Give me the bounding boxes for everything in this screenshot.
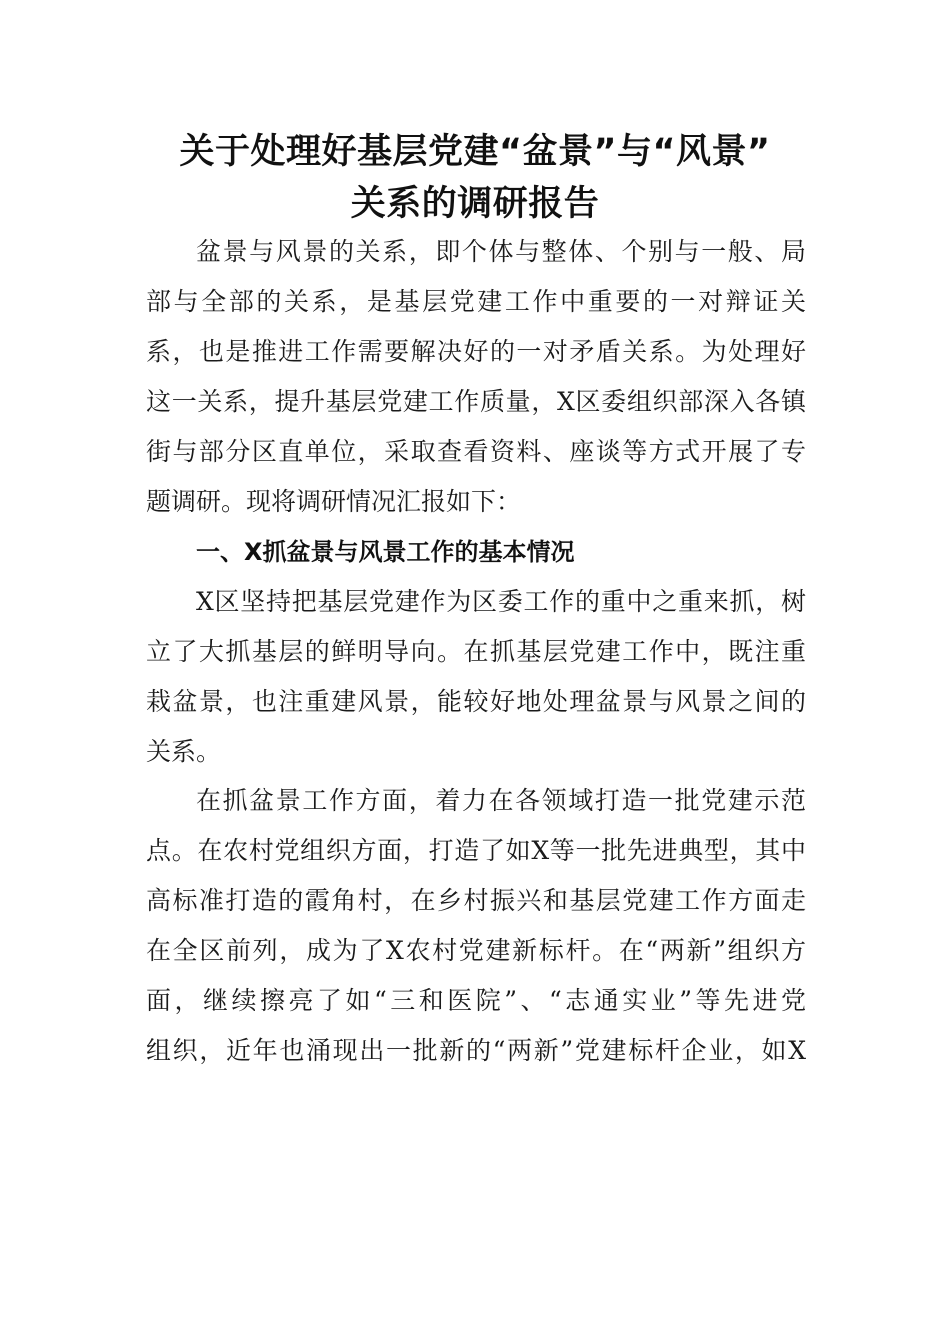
paragraph-3-line-5: 面，继续擦亮了如“三和医院”、“志通实业”等先进党 <box>146 986 806 1015</box>
paragraph-1-line-6: 题调研。现将调研情况汇报如下： <box>146 487 522 516</box>
paragraph-1-line-1: 盆景与风景的关系，即个体与整体、个别与一般、局 <box>196 237 806 266</box>
document-title-line-2: 关系的调研报告 <box>350 184 600 224</box>
paragraph-3-line-1: 在抓盆景工作方面，着力在各领域打造一批党建示范 <box>196 786 806 815</box>
paragraph-2-line-3: 栽盆景，也注重建风景，能较好地处理盆景与风景之间的 <box>146 687 806 716</box>
paragraph-2-line-1: X区坚持把基层党建作为区委工作的重中之重来抓，树 <box>196 587 806 616</box>
paragraph-3-line-3: 高标准打造的霞角村，在乡村振兴和基层党建工作方面走 <box>146 886 806 915</box>
section-1-heading: 一、X抓盆景与风景工作的基本情况 <box>196 538 575 566</box>
paragraph-3-line-2: 点。在农村党组织方面，打造了如X等一批先进典型，其中 <box>146 836 806 865</box>
paragraph-2-line-4: 关系。 <box>146 737 222 766</box>
document-title-line-1: 关于处理好基层党建“盆景”与“风景” <box>179 132 771 172</box>
paragraph-1-line-2: 部与全部的关系，是基层党建工作中重要的一对辩证关 <box>146 287 806 316</box>
paragraph-2-line-2: 立了大抓基层的鲜明导向。在抓基层党建工作中，既注重 <box>146 637 806 666</box>
paragraph-1-line-4: 这一关系，提升基层党建工作质量，X区委组织部深入各镇 <box>146 387 806 416</box>
paragraph-1-line-3: 系，也是推进工作需要解决好的一对矛盾关系。为处理好 <box>146 337 806 366</box>
paragraph-3-line-4: 在全区前列，成为了X农村党建新标杆。在“两新”组织方 <box>146 936 806 965</box>
paragraph-3-line-6: 组织，近年也涌现出一批新的“两新”党建标杆企业，如X <box>146 1036 806 1065</box>
paragraph-1-line-5: 街与部分区直单位，采取查看资料、座谈等方式开展了专 <box>146 437 806 466</box>
